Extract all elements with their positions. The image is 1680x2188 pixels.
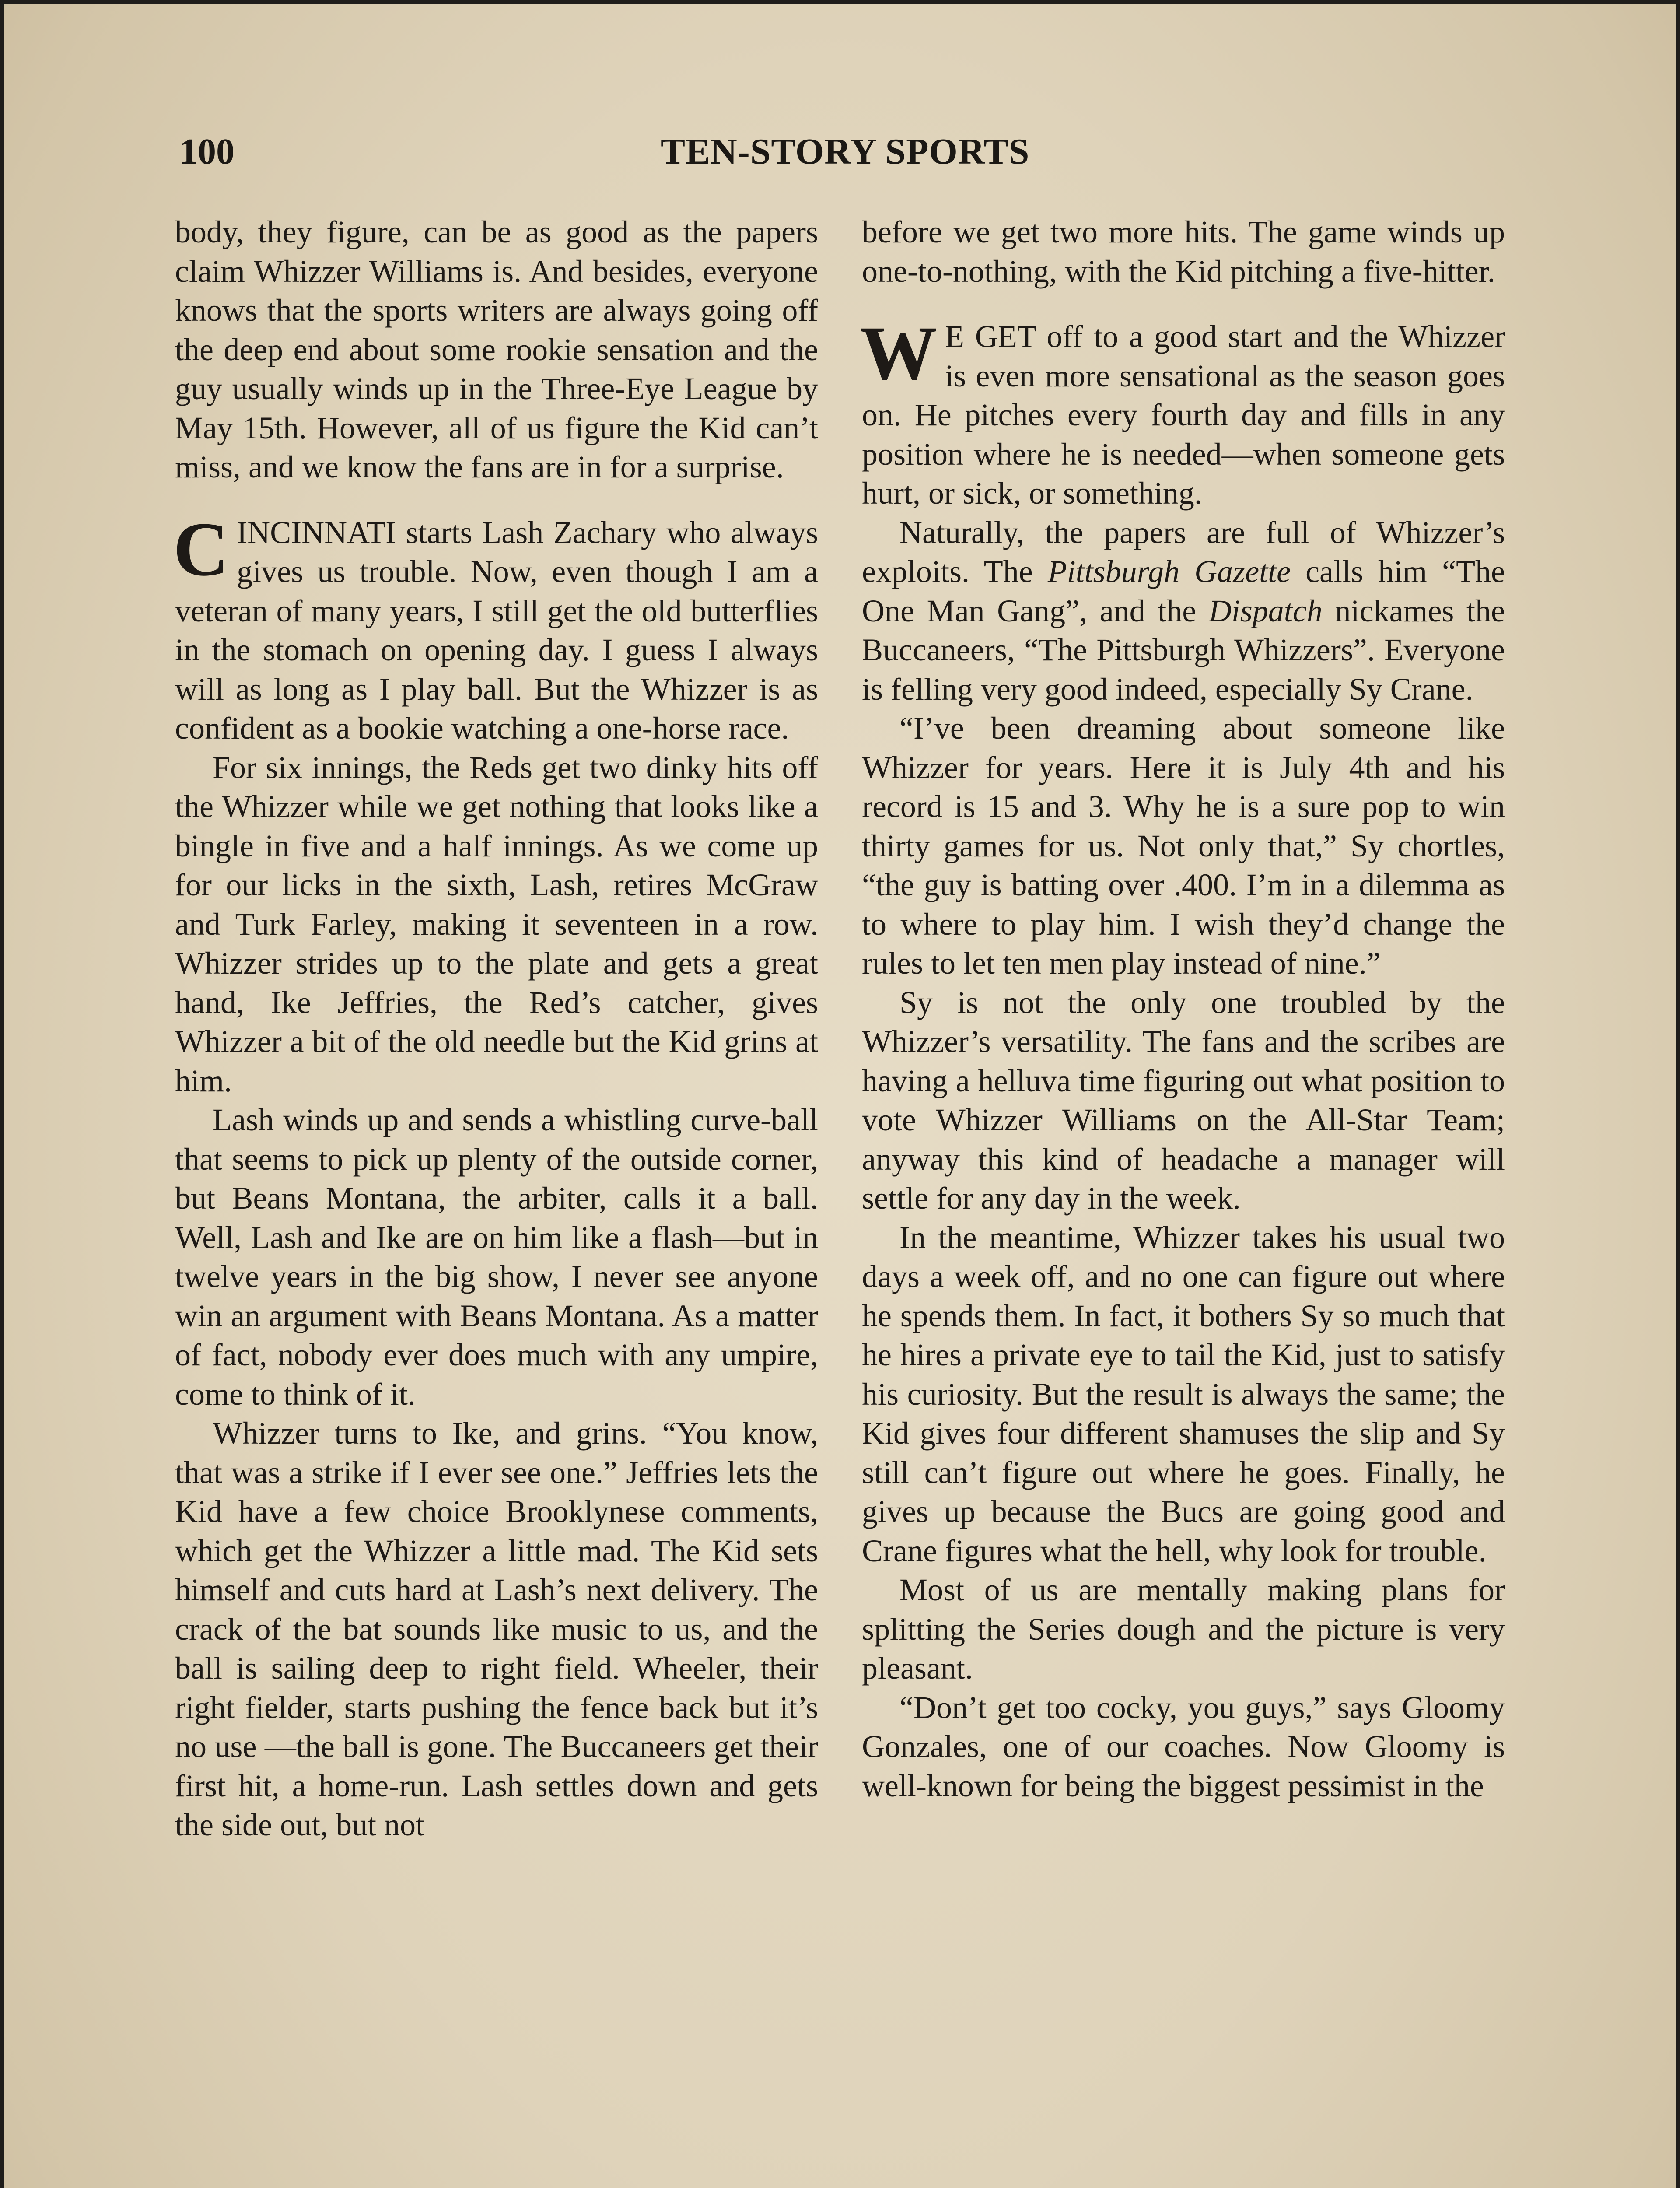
paragraph-text: Naturally, the papers are full of Whizzer’s exploits. The	[862, 515, 1505, 589]
right-column	[862, 213, 1505, 1806]
paragraph-text: calls him “The One Man Gang”, and the	[862, 554, 1505, 628]
paragraph: Most of us are mentally making plans for splitting the Series dough and the picture is very pleasant.	[862, 1572, 1505, 1686]
paragraph: “I’ve been dreaming about someone like Whizzer for years. Here it is July 4th and his record is 15 and 3. Why he is a sure pop to win thirty games for us. Not only that,” Sy chortles, “the guy is batting over .400. I’m in a dilemma as to where to play him. I wish they’d change the rules to let ten men play instead of nine.”	[862, 711, 1505, 981]
section-paragraph	[173, 506, 818, 748]
drop-cap: C	[173, 506, 229, 592]
paragraph: In the meantime, Whizzer takes his usual two days a week off, and no one can figure out where he spends them. In fact, it bothers Sy so much that he hires a private eye to tail the Kid, just to satisfy his curiosity. But the result is always the same; the Kid gives four different shamuses the slip and Sy still can’t figure out where he goes. Finally, he gives up because the Bucs are going good and Crane figures what the hell, why look for trouble.	[862, 1220, 1505, 1568]
paragraph: before we get two more hits. The game winds up one-to-nothing, with the Kid pitching a five-hitter.	[862, 214, 1505, 289]
section-paragraph	[860, 311, 1505, 513]
paragraph: Sy is not the only one troubled by the Whizzer’s versatility. The fans and the scribes are having a helluva time figuring out what position to vote Whizzer Williams on the All-Star Team; anyway this kind of headache a manager will settle for any day in the week.	[862, 985, 1505, 1216]
newspaper-name: Pittsburgh Gazette	[1047, 554, 1291, 589]
paragraph: body, they figure, can be as good as the papers claim Whizzer Williams is. And besides, everyone knows that the sports writers are always going off the deep end about some rookie sensation and the guy usually winds up in the Three-Eye League by May 15th. However, all of us figure the Kid can’t miss, and we know the fans are in for a surprise.	[175, 214, 818, 484]
page-header	[179, 130, 1089, 183]
paragraph-text: E GET off to a good start and the Whizzer is even more sensational as the season goes on. He pitches every fourth day and fills in any position where he is needed—when someone gets hurt, or sick, or something.	[862, 319, 1505, 511]
newspaper-name: Dispatch	[1208, 593, 1323, 628]
paragraph: For six innings, the Reds get two dinky hits off the Whizzer while we get nothing that looks like a bingle in five and a half innings. As we come up for our licks in the sixth, Lash, retires McGraw and Turk Farley, making it seventeen in a row. Whizzer strides up to the plate and gets a great hand, Ike Jeffries, the Red’s catcher, gives Whizzer a bit of the old needle but the Kid grins at him.	[175, 750, 818, 1098]
paragraph	[862, 513, 1505, 709]
running-title: TEN-STORY SPORTS	[661, 131, 1030, 172]
drop-cap: W	[860, 311, 937, 396]
page-number: 100	[179, 131, 234, 172]
magazine-page	[4, 4, 1676, 2188]
paragraph-text: INCINNATI starts Lash Zachary who always gives us trouble. Now, even though I am a veteran of many years, I still get the old butterflies in the stomach on opening day. I guess I always will as long as I play ball. But the Whizzer is as confident as a bookie watching a one-horse race.	[175, 515, 818, 746]
paragraph: “Don’t get too cocky, you guys,” says Gloomy Gonzales, one of our coaches. Now Gloomy is well-known for being the biggest pessimist in the	[862, 1690, 1505, 1803]
paragraph: Lash winds up and sends a whistling curve-ball that seems to pick up plenty of the outside corner, but Beans Montana, the arbiter, calls it a ball. Well, Lash and Ike are on him like a flash—but in twelve years in the big show, I never see anyone win an argument with Beans Montana. As a matter of fact, nobody ever does much with any umpire, come to think of it.	[175, 1102, 818, 1412]
paragraph-text: nickames the Buccaneers, “The Pittsburgh Whizzers”. Everyone is felling very good indeed, especially Sy Crane.	[862, 593, 1505, 707]
paragraph: Whizzer turns to Ike, and grins. “You know, that was a strike if I ever see one.” Jeffries lets the Kid have a few choice Brooklynese comments, which get the Whizzer a little mad. The Kid sets himself and cuts hard at Lash’s next delivery. The crack of the bat sounds like music to us, and the ball is sailing deep to right field. Wheeler, their right fielder, starts pushing the fence back but it’s no use —the ball is gone. The Buccaneers get their first hit, a home-run. Lash settles down and gets the side out, but not	[175, 1416, 818, 1842]
left-column	[175, 213, 818, 1845]
